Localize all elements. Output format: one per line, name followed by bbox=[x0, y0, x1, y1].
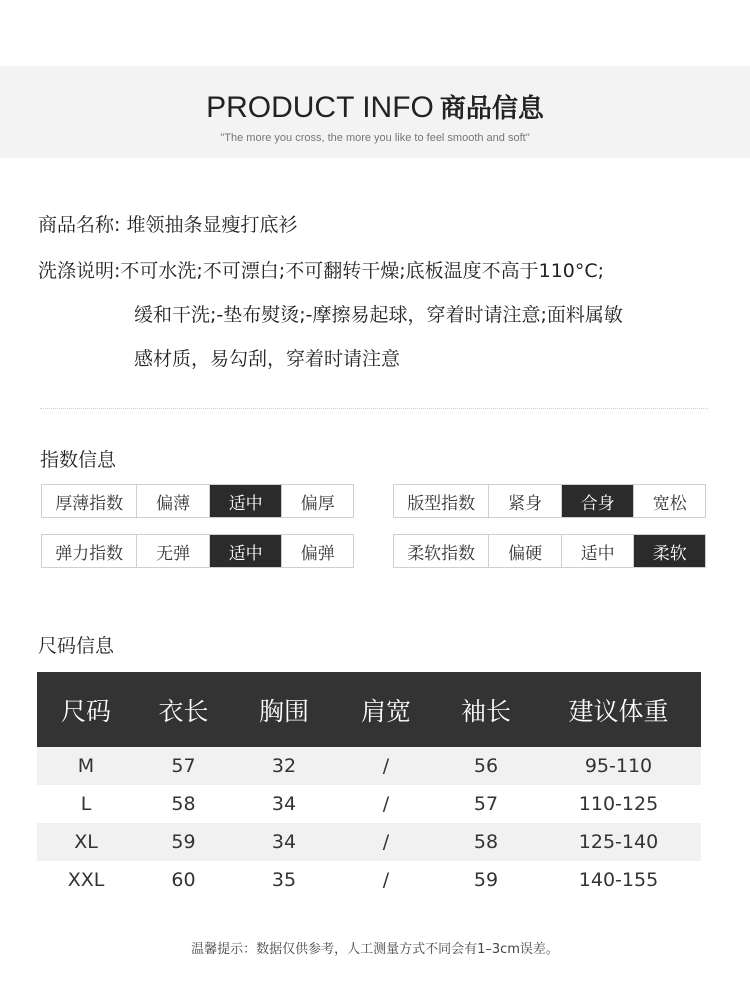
product-name-label: 商品名称: bbox=[38, 214, 121, 236]
size-table bbox=[37, 672, 701, 899]
index-row-elasticity bbox=[41, 534, 354, 568]
column-header: 袖长 bbox=[460, 696, 511, 726]
section-divider bbox=[40, 408, 708, 409]
table-cell: 32 bbox=[271, 755, 297, 777]
page-title bbox=[0, 88, 750, 125]
wash-instructions-line1 bbox=[38, 256, 604, 283]
index-label: 柔软指数 bbox=[394, 535, 489, 567]
measurement-disclaimer: 温馨提示：数据仅供参考，人工测量方式不同会有1–3cm误差。 bbox=[191, 942, 559, 957]
index-option: 偏弹 bbox=[300, 543, 335, 564]
column-header: 建议体重 bbox=[568, 696, 669, 726]
index-section-title: 指数信息 bbox=[40, 449, 117, 471]
table-cell: 35 bbox=[271, 869, 297, 891]
table-cell: 59 bbox=[171, 831, 196, 853]
table-cell: L bbox=[80, 793, 92, 815]
table-cell: 56 bbox=[473, 755, 499, 777]
table-row bbox=[37, 785, 701, 823]
table-cell: 34 bbox=[271, 831, 297, 853]
index-option: 宽松 bbox=[652, 493, 687, 514]
column-header: 胸围 bbox=[258, 696, 309, 726]
table-cell: 57 bbox=[473, 793, 499, 815]
index-option: 适中 bbox=[562, 535, 635, 567]
table-cell: 57 bbox=[171, 755, 196, 777]
table-cell: 34 bbox=[271, 793, 297, 815]
column-header: 肩宽 bbox=[360, 696, 411, 726]
table-cell: / bbox=[382, 793, 390, 815]
table-cell: 60 bbox=[171, 869, 196, 891]
column-header: 衣长 bbox=[158, 696, 209, 726]
index-label: 厚薄指数 bbox=[42, 485, 137, 517]
page-title-cn: 商品信息 bbox=[439, 94, 544, 124]
size-table-header bbox=[37, 672, 701, 747]
table-cell: 58 bbox=[473, 831, 499, 853]
size-section-title: 尺码信息 bbox=[38, 635, 115, 657]
product-name-line bbox=[38, 210, 297, 237]
product-name-value: 堆领抽条显瘦打底衫 bbox=[126, 214, 298, 236]
table-row bbox=[37, 823, 701, 861]
table-row bbox=[37, 861, 701, 899]
wash-text-3: 感材质，易勾刮，穿着时请注意 bbox=[134, 348, 401, 370]
table-cell: XL bbox=[74, 831, 98, 853]
index-option: 紧身 bbox=[489, 485, 562, 517]
index-row-thickness bbox=[41, 484, 354, 518]
table-cell: XXL bbox=[67, 869, 105, 891]
table-cell: 140-155 bbox=[578, 869, 659, 891]
table-cell: 59 bbox=[473, 869, 499, 891]
table-cell: / bbox=[382, 869, 390, 891]
wash-label: 洗涤说明: bbox=[38, 260, 121, 282]
column-header: 尺码 bbox=[60, 696, 111, 726]
table-row bbox=[37, 747, 701, 785]
table-cell: 58 bbox=[171, 793, 196, 815]
index-option: 偏厚 bbox=[300, 493, 335, 514]
table-cell: / bbox=[382, 755, 390, 777]
index-label: 弹力指数 bbox=[42, 535, 137, 567]
index-option: 偏硬 bbox=[489, 535, 562, 567]
table-cell: 95-110 bbox=[584, 755, 653, 777]
index-option-selected: 适中 bbox=[210, 535, 283, 567]
table-cell: 110-125 bbox=[578, 793, 659, 815]
wash-text-1: 不可水洗;不可漂白;不可翻转干燥;底板温度不高于110°C; bbox=[120, 260, 605, 282]
index-row-softness bbox=[393, 534, 706, 568]
index-row-fit bbox=[393, 484, 706, 518]
page-subtitle: "The more you cross, the more you like to feel smooth and soft" bbox=[220, 132, 530, 144]
table-cell: M bbox=[77, 755, 95, 777]
index-option: 偏薄 bbox=[137, 485, 210, 517]
index-option: 无弹 bbox=[137, 535, 210, 567]
page-title-en: PRODUCT INFO bbox=[206, 91, 434, 124]
index-option-selected: 柔软 bbox=[634, 535, 705, 567]
index-label: 版型指数 bbox=[394, 485, 489, 517]
index-option-selected: 适中 bbox=[210, 485, 283, 517]
index-option-selected: 合身 bbox=[562, 485, 635, 517]
table-cell: 125-140 bbox=[578, 831, 659, 853]
table-cell: / bbox=[382, 831, 390, 853]
wash-text-2: 缓和干洗;-垫布熨烫;-摩擦易起球，穿着时请注意;面料属敏 bbox=[134, 304, 623, 326]
